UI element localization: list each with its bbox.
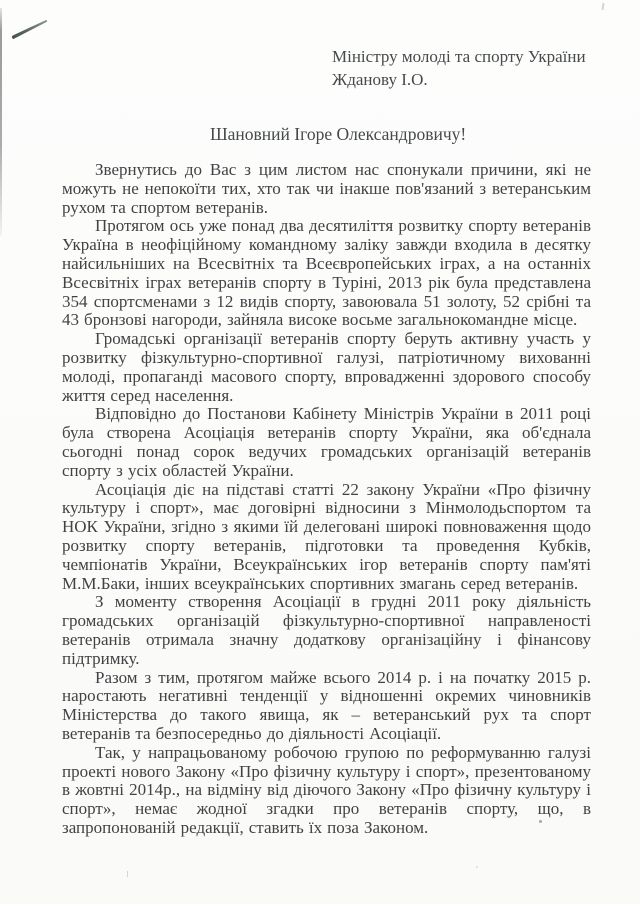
paragraph: Відповідно до Постанови Кабінету Міністрів України в 2011 році була створена Асоціація ветеранів спорту України, яка об'єднала сьогодні понад сорок ведучих громадських організацій ветеранів спорту з усіх областей України. <box>62 404 591 480</box>
scan-edge-shadow <box>0 8 2 236</box>
scan-speck <box>476 866 478 868</box>
paragraph: Звернутись до Вас з цим листом нас спонукали причини, які не можуть не непокоїти тих, хто так чи інакше пов'язаний з ветеранським рухом та спортом ветеранів. <box>62 160 591 217</box>
recipient-line-2: Жданову І.О. <box>332 70 428 89</box>
scan-speck <box>127 871 128 877</box>
recipient-line-1: Міністру молоді та спорту України <box>332 47 586 66</box>
paragraph: Протягом ось уже понад два десятиліття розвитку спорту ветеранів Україна в неофіційному командному заліку завжди входила в десятку найсильніших на Всесвітніх та Всеєвропейських іграх, а на останніх Всесвітніх іграх ветеранів спорту в Туріні, 2013 рік була представлена 354 спортсменами з 12 видів спорту, завоювала 51 золоту, 52 срібні та 43 бронзові нагороди, зайняла високе восьме загальнокомандне місце. <box>62 216 591 330</box>
paragraph: Асоціація діє на підставі статті 22 закону України «Про фізичну культуру і спорт», має договірні відносини з Мінмолодьспортом та НОК України, згідно з якими їй делеговані широкі повноваження щодо розвитку спорту ветеранів, підготовки та проведення Кубків, чемпіонатів України, Всеукраїнських ігор ветеранів спорту пам'яті М.М.Баки, інших всеукраїнських спортивних змагань серед ветеранів. <box>62 479 591 593</box>
paragraph: Громадські організації ветеранів спорту беруть активну участь у розвитку фізкультурно-спортивної галузі, патріотичному вихованні молоді, пропаганді масового спорту, впровадженні здорового способу життя серед населення. <box>62 329 591 405</box>
pen-stroke-mark <box>11 19 48 39</box>
letter-body <box>62 161 591 838</box>
paragraph: Разом з тим, протягом майже всього 2014 р. і на початку 2015 р. наростають негативні тенденції у відношенні окремих чиновників Міністерства до такого явища, як – ветеранський рух та спорт ветеранів та безпосередньо до діяльності Асоціації. <box>62 667 591 743</box>
paragraph: Так, у напрацьованому робочою групою по реформуванню галузі проекті нового Закону «Про фізичну культуру і спорт», презентованому в жовтні 2014р., на відміну від діючого Закону «Про фізичну культуру і спорт», немає жодної згадки про ветеранів спорту, що, в запропонованій редакції, ставить їх поза Законом. <box>62 742 591 837</box>
salutation: Шановний Ігоре Олександровичу! <box>210 124 467 144</box>
paragraph: З моменту створення Асоціації в грудні 2011 року діяльність громадських організацій фізкультурно-спортивної направленості ветеранів отримала значну додаткову організаційну і фінансову підтримку. <box>62 592 591 668</box>
recipient-block <box>332 45 600 91</box>
scan-speck <box>602 3 605 10</box>
